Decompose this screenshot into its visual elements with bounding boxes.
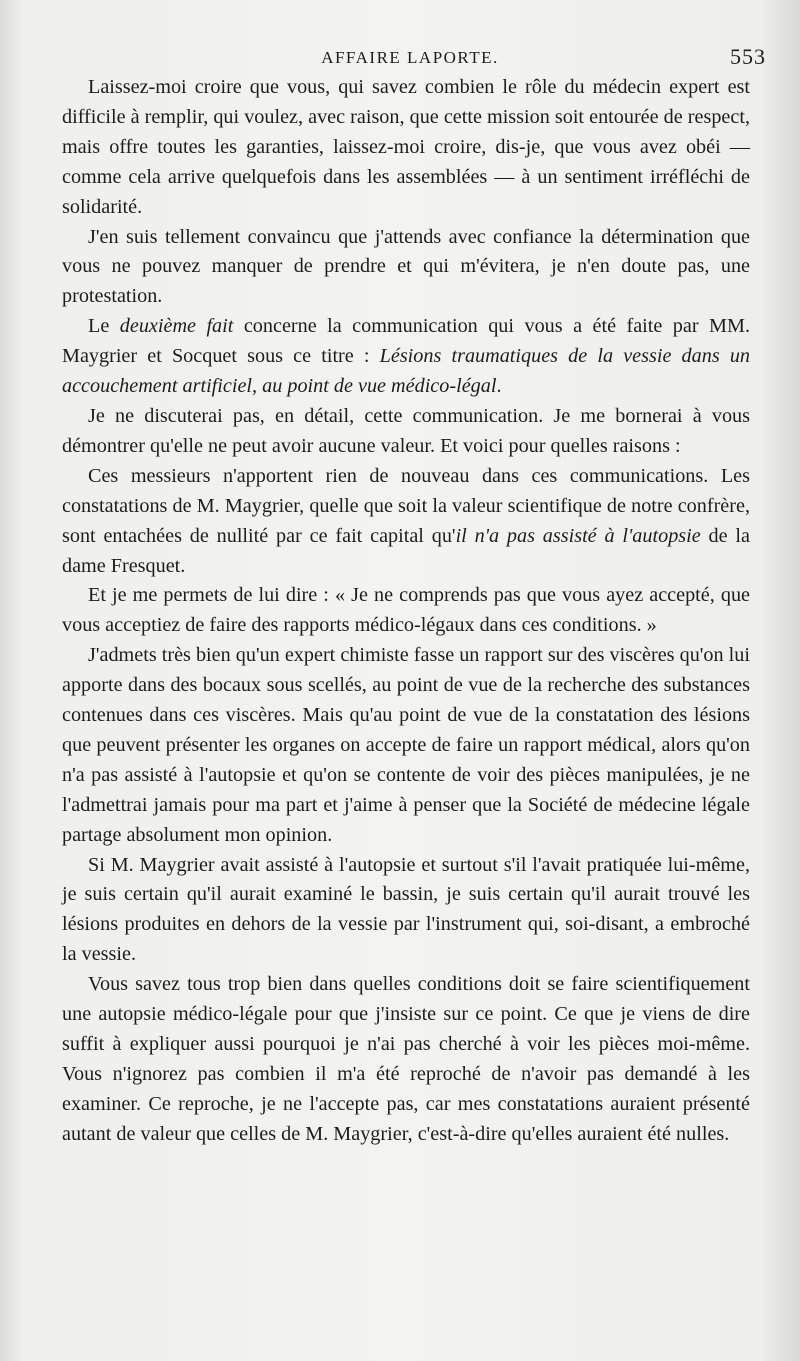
running-head: AFFAIRE LAPORTE. bbox=[321, 48, 499, 67]
emphasis-deuxieme-fait: deuxième fait bbox=[119, 315, 234, 338]
emphasis-communication-title: Lésions traumatiques de la vessie dans un accouchement artificiel, au point de vue médico-légal bbox=[62, 345, 751, 398]
page-number: 553 bbox=[730, 44, 766, 69]
paragraph-7: J'admets très bien qu'un expert chimiste fasse un rapport sur des viscères qu'on lui apporte dans des bocaux sous scellés, au point de vue de la recherche des substances contenues dans ces viscères. Mais qu'au point de vue de la constatation des lésions que peuvent présenter les organes on accepte de faire un rapport médical, alors qu'on n'a pas assisté à l'autopsie et qu'on se contente de voir des pièces manipulées, je ne l'admettrai jamais pour ma part et j'aime à penser que la Société de médecine légale partage absolument mon opinion. bbox=[62, 644, 750, 846]
page-header bbox=[0, 40, 800, 76]
paragraph-9: Vous savez tous trop bien dans quelles conditions doit se faire scientifiquement une autopsie médico-légale pour que j'insiste sur ce point. Ce que je viens de dire suffit à expliquer aussi pourquoi je n'ai pas cherché à voir les pièces moi-même. Vous n'ignorez pas combien il m'a été reproché de n'avoir pas demandé à les examiner. Ce reproche, je ne l'accepte pas, car mes constatations auraient présenté autant de valeur que celles de M. Maygrier, c'est-à-dire qu'elles auraient été nulles. bbox=[62, 973, 750, 1145]
body-text bbox=[62, 73, 750, 1150]
paragraph-2: J'en suis tellement convaincu que j'attends avec confiance la détermination que vous ne pouvez manquer de prendre et qui m'évitera, je n'en doute pas, une protestation. bbox=[62, 225, 750, 308]
paragraph-8: Si M. Maygrier avait assisté à l'autopsie et surtout s'il l'avait pratiquée lui-même, je suis certain qu'il aurait examiné le bassin, je suis certain qu'il aurait trouvé les lésions produites en dehors de la vessie par l'instrument qui, soi-disant, a embroché la vessie. bbox=[62, 853, 750, 966]
paragraph-6: Et je me permets de lui dire : « Je ne comprends pas que vous ayez accepté, que vous acceptiez de faire des rapports médico-légaux dans ces conditions. » bbox=[62, 584, 750, 637]
paragraph-3: Le deuxième fait concerne la communication qui vous a été faite par MM. Maygrier et Socquet sous ce titre : Lésions traumatiques de la vessie dans un accouchement artificiel, au point de vue médico-légal. bbox=[62, 315, 751, 398]
paragraph-5: Ces messieurs n'apportent rien de nouveau dans ces communications. Les constatations de M. Maygrier, quelle que soit la valeur scientifique de notre confrère, sont entachées de nullité par ce fait capital qu'il n'a pas assisté à l'autopsie de la dame Fresquet. bbox=[62, 464, 750, 577]
paragraph-4: Je ne discuterai pas, en détail, cette communication. Je me bornerai à vous démontrer qu'elle ne peut avoir aucune valeur. Et voici pour quelles raisons : bbox=[62, 404, 750, 457]
emphasis-autopsie: il n'a pas assisté à l'autopsie bbox=[455, 524, 701, 547]
paragraph-1: Laissez-moi croire que vous, qui savez combien le rôle du médecin expert est difficile à remplir, qui voulez, avec raison, que cette mission soit entourée de respect, mais offre toutes les garanties, laissez-moi croire, dis-je, que vous avez obéi — comme cela arrive quelquefois dans les assemblées — à un sentiment irréfléchi de solidarité. bbox=[62, 76, 750, 218]
